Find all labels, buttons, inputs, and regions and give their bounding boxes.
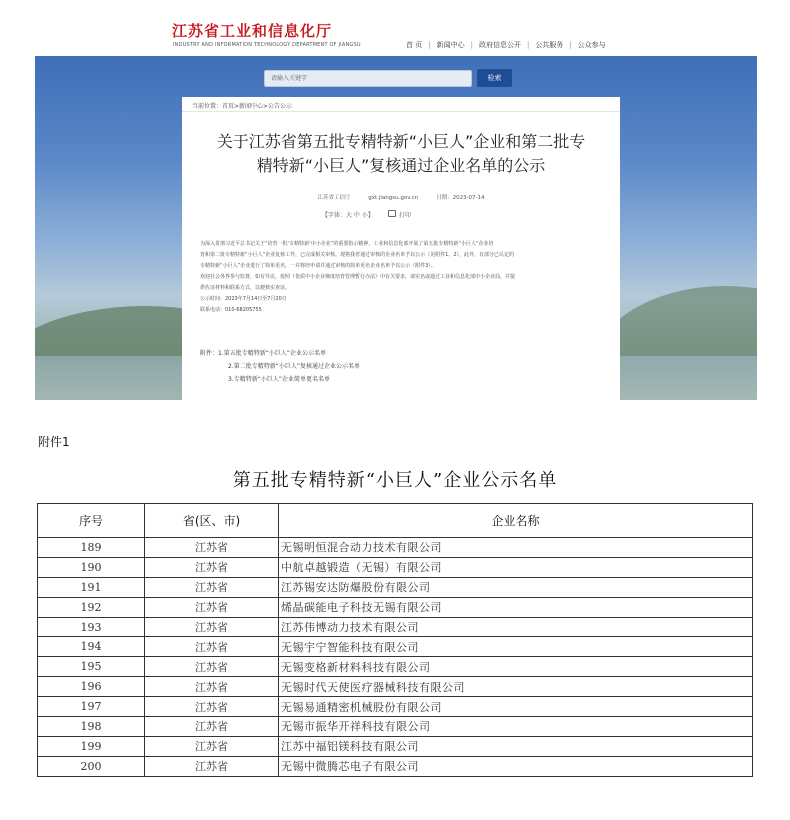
row-seq: 195 <box>38 657 145 677</box>
site-logo-subtitle: INDUSTRY AND INFORMATION TECHNOLOGY DEPARTMENT OF JIANGSU <box>173 42 361 48</box>
article-body <box>200 239 610 316</box>
article-paragraph: 公示时间：2023年7月14日至7月20日 <box>200 296 287 302</box>
font-size-switcher[interactable]: 【字体：大 中 小】 <box>322 212 374 219</box>
table-row <box>38 577 753 597</box>
row-seq: 193 <box>38 617 145 637</box>
row-company-name: 无锡易通精密机械股份有限公司 <box>279 697 753 717</box>
row-province: 江苏省 <box>145 657 279 677</box>
table-row <box>38 597 753 617</box>
row-company-name: 江苏中福铝镁科技有限公司 <box>279 736 753 756</box>
nav-news-center[interactable]: 新闻中心 <box>436 41 465 49</box>
row-province: 江苏省 <box>145 557 279 577</box>
table-row <box>38 657 753 677</box>
attachment-link[interactable]: 3.专精特新“小巨人”企业简单更名名单 <box>228 376 330 383</box>
site-header <box>0 0 790 56</box>
nav-public-service[interactable]: 公共服务 <box>535 41 564 49</box>
row-company-name: 江苏锡安达防爆股份有限公司 <box>279 577 753 597</box>
article-site: gxt.jiangsu.gov.cn <box>368 195 419 201</box>
table-row <box>38 717 753 737</box>
nav-public-participation[interactable]: 公众参与 <box>577 41 606 49</box>
row-province: 江苏省 <box>145 617 279 637</box>
row-province: 江苏省 <box>145 697 279 717</box>
attachment-label: 附件1 <box>38 435 70 449</box>
article-card <box>182 97 620 400</box>
attachment-link[interactable]: 2.第二批专精特新“小巨人”复核通过企业公示名单 <box>228 363 360 370</box>
row-company-name: 江苏伟博动力技术有限公司 <box>279 617 753 637</box>
divider <box>182 111 620 112</box>
row-seq: 194 <box>38 637 145 657</box>
nav-gov-info[interactable]: 政府信息公开 <box>478 41 521 49</box>
table-body <box>38 538 753 777</box>
article-title-line: 精特新“小巨人”复核通过企业名单的公示 <box>256 156 546 175</box>
nav-separator: | <box>428 41 431 49</box>
article-paragraph: 欢迎社会各界参与监督，如有异议，按照《优质中小企业梯度培育管理暂行办法》中有关要求，请实名或通过工业和信息化部中小企业局，并提 <box>200 274 516 280</box>
row-province: 江苏省 <box>145 597 279 617</box>
article-title <box>182 130 620 178</box>
article-paragraph: 专精特新“小巨人”企业进行了简单更名，一并将经申请并通过审核的简单更名企业名单予以公示（附件3）。 <box>200 263 436 269</box>
header-company: 企业名称 <box>279 504 753 538</box>
row-seq: 189 <box>38 538 145 558</box>
table-row <box>38 677 753 697</box>
table-row <box>38 736 753 756</box>
article-paragraph: 为深入贯彻习近平总书记关于“培育一批‘专精特新’中小企业”的重要指示精神，工业和信息化部开展了第五批专精特新“小巨人”企业培 <box>200 241 494 247</box>
list-title: 第五批专精特新“小巨人”企业公示名单 <box>232 470 558 491</box>
table-row <box>38 557 753 577</box>
nav-separator: | <box>470 41 473 49</box>
company-table <box>37 503 753 777</box>
breadcrumb[interactable]: 当前位置：首页>新闻中心>公告公示 <box>192 103 293 110</box>
header-province: 省(区、市) <box>145 504 279 538</box>
row-province: 江苏省 <box>145 637 279 657</box>
row-province: 江苏省 <box>145 717 279 737</box>
row-company-name: 无锡中微腾芯电子有限公司 <box>279 756 753 776</box>
article-source: 江苏省工信厅 <box>317 195 351 201</box>
article-paragraph: 联系电话：010-68205755 <box>200 307 262 313</box>
nav-separator: | <box>569 41 572 49</box>
table-row <box>38 538 753 558</box>
row-company-name: 无锡宇宁智能科技有限公司 <box>279 637 753 657</box>
table-row <box>38 697 753 717</box>
row-seq: 192 <box>38 597 145 617</box>
nav-separator: | <box>526 41 530 49</box>
article-meta <box>182 193 620 201</box>
search-button[interactable]: 检索 <box>477 69 512 87</box>
row-company-name: 中航卓越锻造（无锡）有限公司 <box>279 557 753 577</box>
row-seq: 196 <box>38 677 145 697</box>
printer-icon[interactable] <box>388 210 396 217</box>
article-paragraph: 育和第二批专精特新“小巨人”企业复核工作，已完成相关审核。现将我省通过审核的企业名单予以公示（见附件1、2），此外，有部分已认定的 <box>200 252 515 258</box>
row-seq: 191 <box>38 577 145 597</box>
table-row <box>38 617 753 637</box>
print-button[interactable]: 打印 <box>399 212 412 219</box>
row-province: 江苏省 <box>145 577 279 597</box>
row-province: 江苏省 <box>145 677 279 697</box>
search-input[interactable]: 请输入关键字 <box>264 70 472 87</box>
table-row <box>38 756 753 776</box>
article-paragraph: 供佐证材料和联系方式，以便核实查证。 <box>200 285 291 291</box>
row-company-name: 无锡明恒混合动力技术有限公司 <box>279 538 753 558</box>
row-company-name: 无锡市振华开祥科技有限公司 <box>279 717 753 737</box>
row-seq: 199 <box>38 736 145 756</box>
site-logo-title[interactable]: 江苏省工业和信息化厅 <box>172 22 333 40</box>
attachment-link[interactable]: 附件：1.第五批专精特新“小巨人”企业公示名单 <box>200 350 326 357</box>
row-province: 江苏省 <box>145 756 279 776</box>
row-seq: 190 <box>38 557 145 577</box>
table-header-row <box>38 504 753 538</box>
table-row <box>38 637 753 657</box>
article-title-line: 关于江苏省第五批专精特新“小巨人”企业和第二批专 <box>216 132 586 151</box>
row-company-name: 无锡时代天使医疗器械科技有限公司 <box>279 677 753 697</box>
row-seq: 197 <box>38 697 145 717</box>
row-seq: 200 <box>38 756 145 776</box>
article-date: 日期：2023-07-14 <box>436 195 485 201</box>
main-nav <box>400 40 612 50</box>
row-company-name: 烯晶碳能电子科技无锡有限公司 <box>279 597 753 617</box>
row-seq: 198 <box>38 717 145 737</box>
row-province: 江苏省 <box>145 538 279 558</box>
header-seq: 序号 <box>38 504 145 538</box>
nav-home[interactable]: 首 页 <box>406 41 423 49</box>
row-company-name: 无锡变格新材料科技有限公司 <box>279 657 753 677</box>
row-province: 江苏省 <box>145 736 279 756</box>
